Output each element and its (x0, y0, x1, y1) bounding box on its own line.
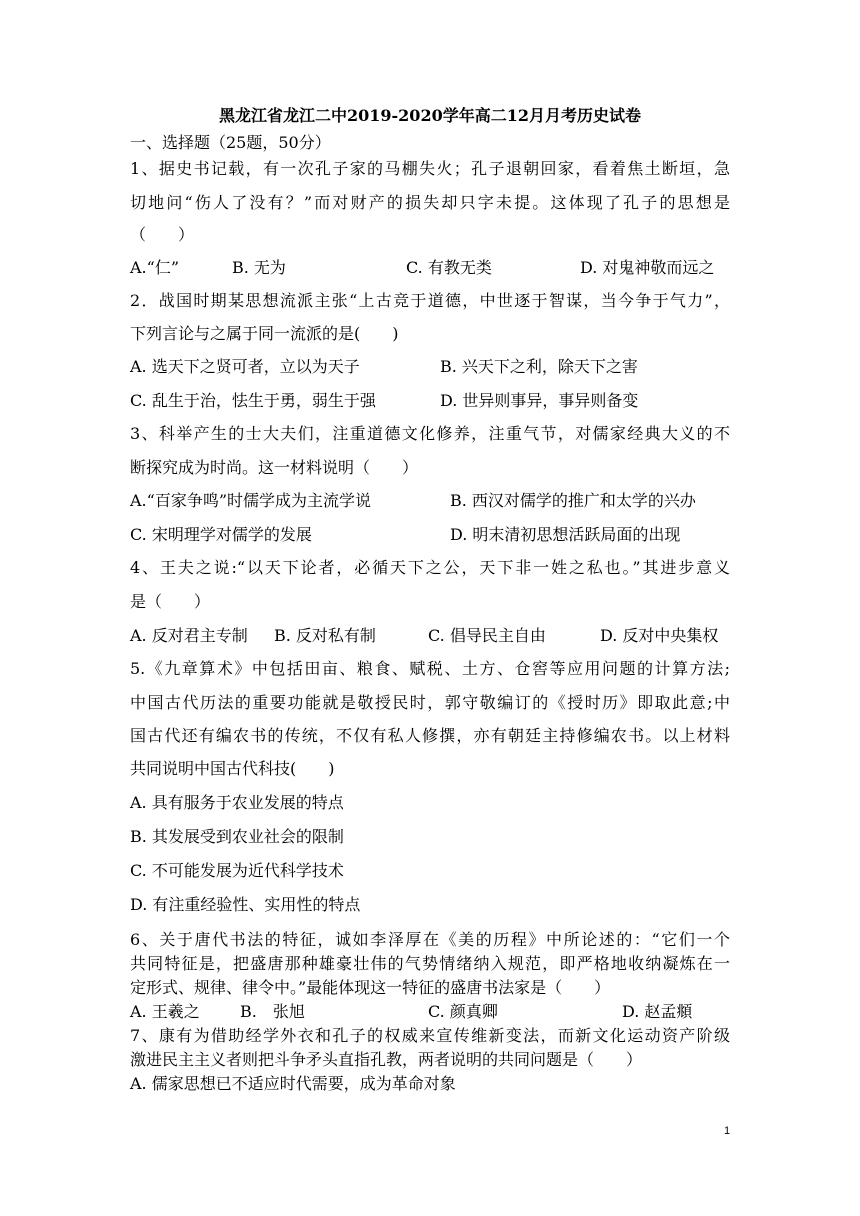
question-2-option-d: D. 世异则事异，事异则备变 (440, 391, 639, 410)
question-4-line-2: 是（ ） (130, 592, 211, 611)
question-1-option-d: D. 对鬼神敬而远之 (580, 258, 715, 277)
question-6-option-a: A. 王羲之 (130, 1002, 200, 1021)
question-5-line-4: 共同说明中国古代科技( ) (130, 759, 335, 778)
question-2-line-1: 2．战国时期某思想流派主张“上古竞于道德，中世逐于智谋，当今争于气力”， (130, 291, 730, 310)
question-1-option-a: A.“仁” (130, 258, 180, 277)
question-2-option-b: B. 兴天下之利，除天下之害 (440, 357, 638, 376)
question-5-option-a: A. 具有服务于农业发展的特点 (130, 793, 344, 812)
question-1-option-b: B. 无为 (232, 258, 286, 277)
question-4-option-d: D. 反对中央集权 (600, 626, 719, 645)
page-number: 1 (724, 1125, 731, 1137)
question-6-option-b: B. 张旭 (240, 1002, 305, 1021)
question-5-option-b: B. 其发展受到农业社会的限制 (130, 827, 344, 846)
question-4-option-a: A. 反对君主专制 (130, 626, 248, 645)
section-heading: 一、选择题（25题，50分） (130, 133, 331, 152)
question-3-option-c: C. 宋明理学对儒学的发展 (130, 525, 312, 544)
question-1-line-1: 1、据史书记载，有一次孔子家的马棚失火；孔子退朝回家，看着焦土断垣，急 (130, 159, 730, 178)
question-3-option-d: D. 明末清初思想活跃局面的出现 (450, 525, 681, 544)
question-7-line-2: 激进民主主义者则把斗争矛头直指孔教，两者说明的共同问题是（ ） (130, 1050, 643, 1069)
question-6-option-c: C. 颜真卿 (428, 1002, 498, 1021)
question-5-option-c: C. 不可能发展为近代科学技术 (130, 861, 344, 880)
question-6-line-3: 定形式、规律、律令中。”最能体现这一特征的盛唐书法家是（ ） (130, 978, 611, 997)
question-5-line-3: 国古代还有编农书的传统，不仅有私人修撰，亦有朝廷主持修编农书。以上材料 (130, 726, 730, 745)
question-3-option-a: A.“百家争鸣”时儒学成为主流学说 (130, 491, 372, 510)
question-2-line-2: 下列言论与之属于同一流派的是( ) (130, 324, 399, 343)
question-4-option-b: B. 反对私有制 (274, 626, 376, 645)
question-1-option-c: C. 有教无类 (406, 258, 492, 277)
question-1-line-2: 切地问“伤人了没有？”而对财产的损失却只字未提。这体现了孔子的思想是 (130, 193, 730, 212)
question-2-option-c: C. 乱生于治，怯生于勇，弱生于强 (130, 391, 376, 410)
question-2-option-a: A. 选天下之贤可者，立以为天子 (130, 357, 360, 376)
question-1-line-3: （ ） (130, 225, 195, 244)
question-6-line-1: 6、关于唐代书法的特征，诚如李泽厚在《美的历程》中所论述的：“它们一个 (130, 930, 730, 949)
question-6-line-2: 共同特征是，把盛唐那种雄豪壮伟的气势情绪纳入规范，即严格地收纳凝炼在一 (130, 954, 730, 973)
question-3-line-2: 断探究成为时尚。这一材料说明（ ） (130, 458, 419, 477)
question-3-line-1: 3、科举产生的士大夫们，注重道德文化修养，注重气节，对儒家经典大义的不 (130, 424, 730, 443)
question-3-option-b: B. 西汉对儒学的推广和太学的兴办 (450, 491, 696, 510)
question-6-option-d: D. 赵孟頫 (622, 1002, 693, 1021)
question-5-option-d: D. 有注重经验性、实用性的特点 (130, 895, 361, 914)
question-4-option-c: C. 倡导民主自由 (428, 626, 546, 645)
question-5-line-1: 5.《九章算术》中包括田亩、粮食、赋税、土方、仓窖等应用问题的计算方法; (130, 659, 730, 678)
document-title: 黑龙江省龙江二中2019-2020学年高二12月月考历史试卷 (219, 106, 641, 125)
question-7-line-1: 7、康有为借助经学外衣和孔子的权威来宣传维新变法，而新文化运动资产阶级 (130, 1026, 730, 1045)
question-7-option-a: A. 儒家思想已不适应时代需要，成为革命对象 (130, 1074, 456, 1093)
question-4-line-1: 4、王夫之说:“以天下论者，必循天下之公，天下非一姓之私也。”其进步意义 (130, 558, 730, 577)
question-5-line-2: 中国古代历法的重要功能就是敬授民时，郭守敬编订的《授时历》即取此意;中 (130, 693, 730, 712)
